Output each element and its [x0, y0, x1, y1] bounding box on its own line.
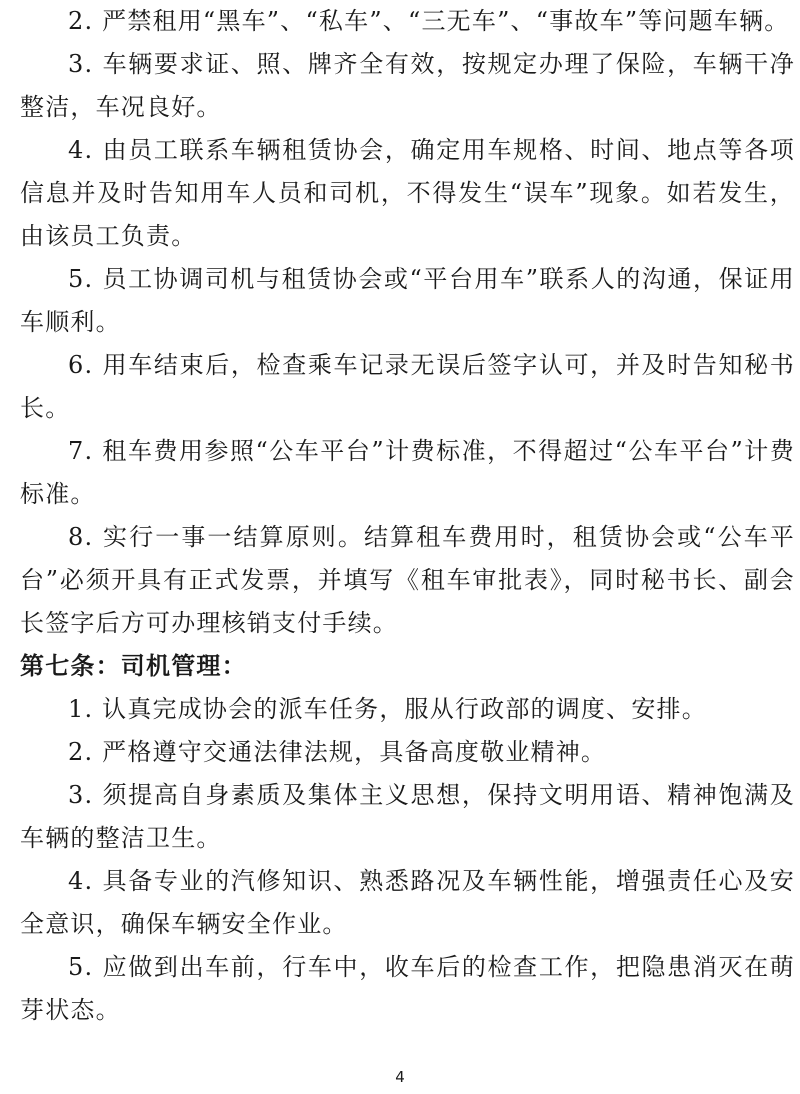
- document-page: [20, 0, 795, 1032]
- paragraph-item-3: 3. 车辆要求证、照、牌齐全有效，按规定办理了保险，车辆干净整洁，车况良好。: [20, 50, 795, 121]
- driver-rule-1: 1. 认真完成协会的派车任务，服从行政部的调度、安排。: [68, 695, 707, 723]
- page-number: 4: [395, 1068, 405, 1086]
- paragraph-item-7: 7. 租车费用参照“公车平台”计费标准，不得超过“公车平台”计费标准。: [20, 437, 795, 508]
- paragraph-item-6: 6. 用车结束后，检查乘车记录无误后签字认可，并及时告知秘书长。: [20, 351, 795, 422]
- section-heading-article-7: 第七条：司机管理：: [20, 652, 247, 680]
- driver-rule-5: 5. 应做到出车前，行车中，收车后的检查工作，把隐患消灭在萌芽状态。: [20, 953, 795, 1024]
- paragraph-item-5: 5. 员工协调司机与租赁协会或“平台用车”联系人的沟通，保证用车顺利。: [20, 265, 795, 336]
- paragraph-item-2: 2. 严禁租用“黑车”、“私车”、“三无车”、“事故车”等问题车辆。: [68, 7, 790, 35]
- paragraph-item-8: 8. 实行一事一结算原则。结算租车费用时，租赁协会或“公车平台”必须开具有正式发票，并填写《租车审批表》，同时秘书长、副会长签字后方可办理核销支付手续。: [20, 523, 795, 637]
- driver-rule-4: 4. 具备专业的汽修知识、熟悉路况及车辆性能，增强责任心及安全意识，确保车辆安全作业。: [20, 867, 795, 938]
- paragraph-item-4: 4. 由员工联系车辆租赁协会，确定用车规格、时间、地点等各项信息并及时告知用车人员和司机，不得发生“误车”现象。如若发生，由该员工负责。: [20, 136, 795, 250]
- driver-rule-2: 2. 严格遵守交通法律法规，具备高度敬业精神。: [68, 738, 607, 766]
- driver-rule-3: 3. 须提高自身素质及集体主义思想，保持文明用语、精神饱满及车辆的整洁卫生。: [20, 781, 795, 852]
